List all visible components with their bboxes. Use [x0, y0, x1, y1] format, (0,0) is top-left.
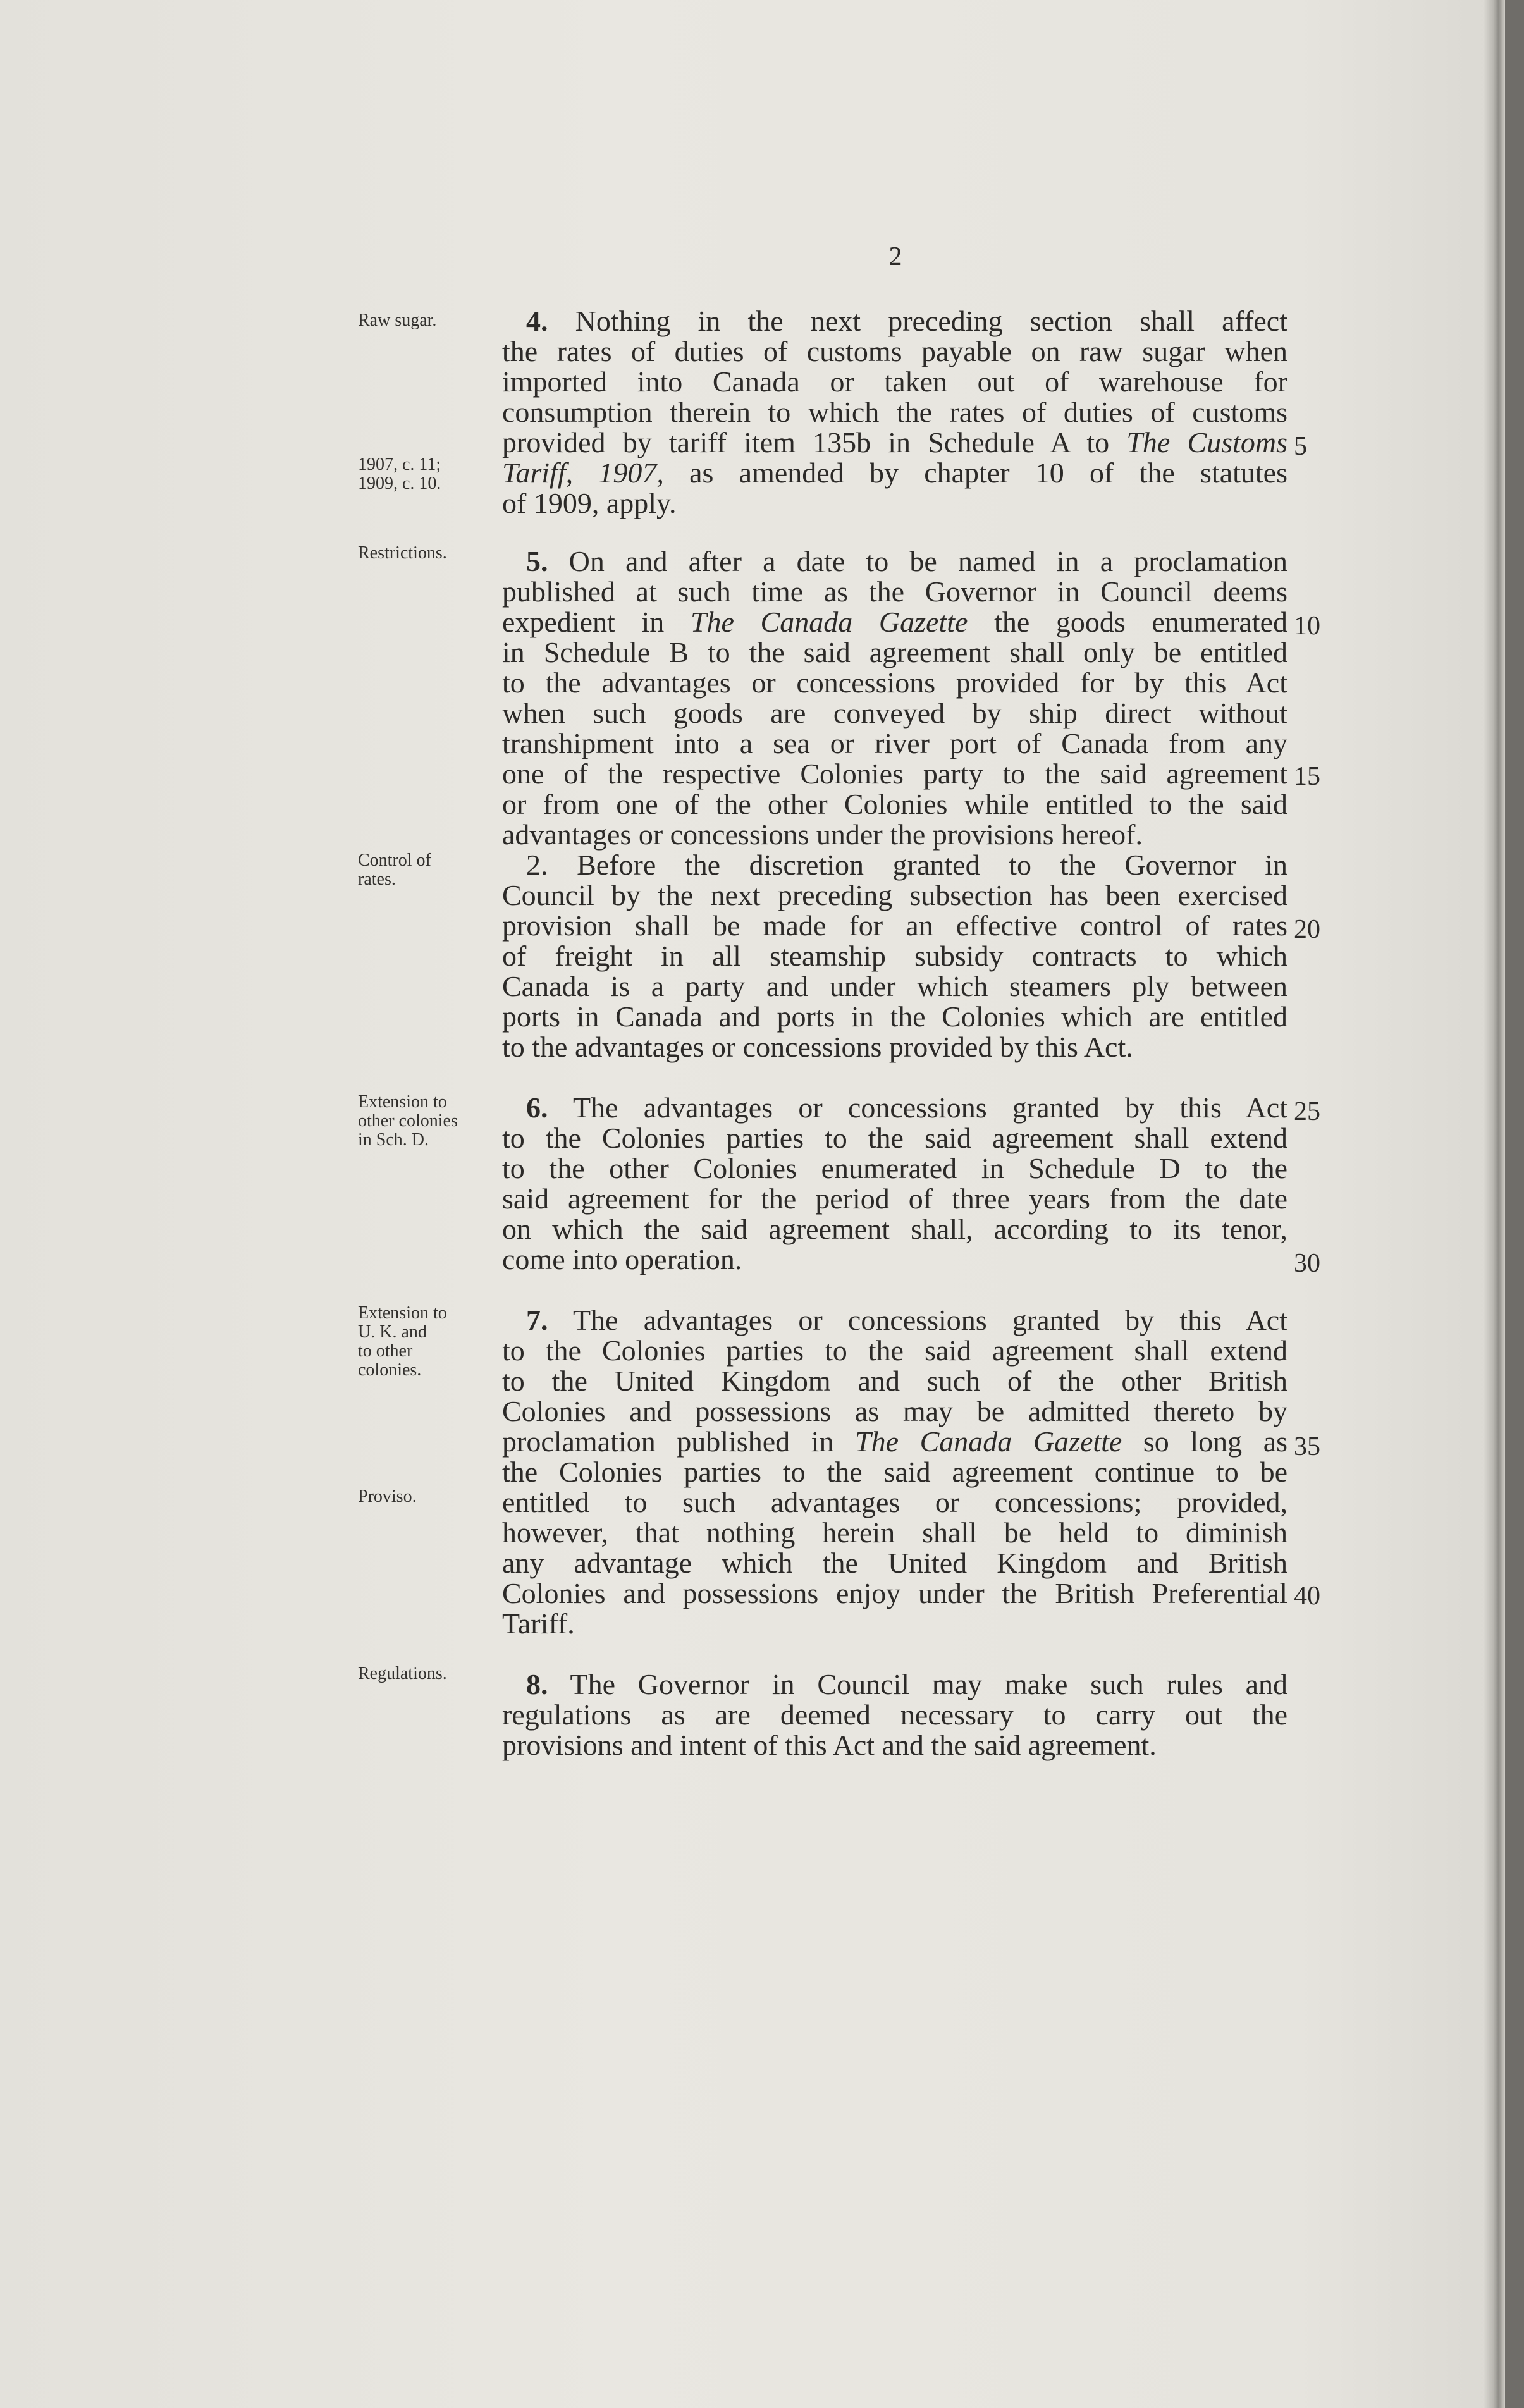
- marginal-note-regulations: Regulations.: [358, 1664, 447, 1683]
- section-4-line: 4. Nothing in the next preceding section shall affect: [526, 305, 1287, 337]
- section-5-line: or from one of the other Colonies while entitled to the said: [502, 788, 1287, 820]
- section-7-line: to the Colonies parties to the said agreement shall extend: [502, 1334, 1287, 1367]
- section-7-line: Tariff.: [502, 1607, 575, 1640]
- section-7-line: Colonies and possessions enjoy under the British Preferential: [502, 1577, 1287, 1609]
- section-6-line: to the Colonies parties to the said agreement shall extend: [502, 1122, 1287, 1154]
- section-5-2-line: to the advantages or concessions provided by this Act.: [502, 1031, 1133, 1063]
- section-6-line: 6. The advantages or concessions granted by this Act: [526, 1091, 1287, 1124]
- section-7-line: Colonies and possessions as may be admitted thereto by: [502, 1395, 1287, 1427]
- section-number: 6.: [526, 1091, 548, 1124]
- marginal-note-extension-sch-d-3: in Sch. D.: [358, 1130, 429, 1150]
- page-number: 2: [888, 242, 902, 271]
- section-number: 5.: [526, 545, 548, 577]
- marginal-note-extension-uk-4: colonies.: [358, 1360, 422, 1380]
- statute-title: The Customs: [1126, 426, 1288, 458]
- line-number: 5: [1294, 432, 1307, 461]
- section-4-line: Tariff, 1907, as amended by chapter 10 of the statutes: [502, 457, 1288, 489]
- publication-title: The Canada Gazette: [855, 1425, 1122, 1458]
- section-5-2-line: of freight in all steamship subsidy contracts to which: [502, 940, 1287, 972]
- section-5-line: to the advantages or concessions provided for by this Act: [502, 666, 1287, 699]
- section-4-line: provided by tariff item 135b in Schedule A to The Customs: [502, 426, 1288, 458]
- publication-title: The Canada Gazette: [690, 606, 968, 638]
- line-number: 20: [1294, 915, 1320, 944]
- section-5-line: advantages or concessions under the provisions hereof.: [502, 818, 1143, 851]
- section-5-2-line: 2. Before the discretion granted to the Governor in: [526, 849, 1287, 881]
- section-8-line: regulations as are deemed necessary to carry out the: [502, 1698, 1287, 1731]
- statute-title: Tariff, 1907,: [502, 457, 664, 489]
- section-5-line: one of the respective Colonies party to the said agreement: [502, 758, 1287, 790]
- line-number: 30: [1294, 1249, 1320, 1278]
- section-6-line: come into operation.: [502, 1243, 742, 1275]
- marginal-note-extension-sch-d-2: other colonies: [358, 1111, 458, 1131]
- section-number: 7.: [526, 1304, 548, 1336]
- marginal-note-restrictions: Restrictions.: [358, 543, 447, 563]
- marginal-note-citation-1907: 1907, c. 11;: [358, 455, 441, 474]
- section-7-line: proclamation published in The Canada Gazette so long as: [502, 1425, 1288, 1458]
- line-number: 25: [1294, 1097, 1320, 1126]
- section-5-line: transhipment into a sea or river port of Canada from any: [502, 727, 1287, 759]
- section-4-line: the rates of duties of customs payable on raw sugar when: [502, 335, 1287, 367]
- page-edge-shadow: [1484, 0, 1505, 2408]
- section-7-line: any advantage which the United Kingdom and British: [502, 1547, 1287, 1579]
- section-6-line: to the other Colonies enumerated in Schedule D to the: [502, 1152, 1287, 1184]
- section-7-line: however, that nothing herein shall be held to diminish: [502, 1516, 1287, 1549]
- line-number: 35: [1294, 1432, 1320, 1461]
- section-5-line: in Schedule B to the said agreement shall only be entitled: [502, 636, 1287, 668]
- section-5-line: expedient in The Canada Gazette the goods enumerated: [502, 606, 1288, 638]
- section-5-2-line: provision shall be made for an effective control of rates: [502, 909, 1287, 942]
- section-5-2-line: ports in Canada and ports in the Colonies which are entitled: [502, 1000, 1287, 1033]
- marginal-note-raw-sugar: Raw sugar.: [358, 310, 437, 330]
- section-5-line: published at such time as the Governor in Council deems: [502, 575, 1287, 608]
- marginal-note-control-of-rates-1: Control of: [358, 851, 431, 870]
- section-7-line: to the United Kingdom and such of the other British: [502, 1365, 1287, 1397]
- line-number: 10: [1294, 611, 1320, 641]
- section-7-line: entitled to such advantages or concessions; provided,: [502, 1486, 1287, 1518]
- section-7-line: the Colonies parties to the said agreement continue to be: [502, 1456, 1287, 1488]
- section-5-line: when such goods are conveyed by ship direct without: [502, 697, 1287, 729]
- marginal-note-control-of-rates-2: rates.: [358, 869, 396, 889]
- section-number: 8.: [526, 1668, 548, 1700]
- section-8-line: provisions and intent of this Act and the said agreement.: [502, 1729, 1157, 1761]
- marginal-note-extension-uk-2: U. K. and: [358, 1322, 427, 1342]
- marginal-note-extension-sch-d-1: Extension to: [358, 1092, 447, 1112]
- line-number: 40: [1294, 1582, 1320, 1611]
- section-8-line: 8. The Governor in Council may make such rules and: [526, 1668, 1287, 1700]
- page-binding-edge: [1505, 0, 1524, 2408]
- section-number: 4.: [526, 305, 548, 337]
- section-6-line: on which the said agreement shall, according to its tenor,: [502, 1213, 1287, 1245]
- section-6-line: said agreement for the period of three years from the date: [502, 1182, 1287, 1215]
- section-5-2-line: Council by the next preceding subsection has been exercised: [502, 879, 1287, 911]
- section-7-line: 7. The advantages or concessions granted by this Act: [526, 1304, 1287, 1336]
- section-4-line: consumption therein to which the rates of duties of customs: [502, 396, 1287, 428]
- section-5-2-line: Canada is a party and under which steamers ply between: [502, 970, 1287, 1002]
- line-number: 15: [1294, 762, 1320, 791]
- section-4-line: of 1909, apply.: [502, 487, 677, 519]
- marginal-note-citation-1909: 1909, c. 10.: [358, 474, 441, 493]
- marginal-note-extension-uk-3: to other: [358, 1341, 413, 1361]
- section-5-line: 5. On and after a date to be named in a proclamation: [526, 545, 1287, 577]
- marginal-note-proviso: Proviso.: [358, 1487, 417, 1506]
- marginal-note-extension-uk-1: Extension to: [358, 1303, 447, 1323]
- section-4-line: imported into Canada or taken out of warehouse for: [502, 366, 1287, 398]
